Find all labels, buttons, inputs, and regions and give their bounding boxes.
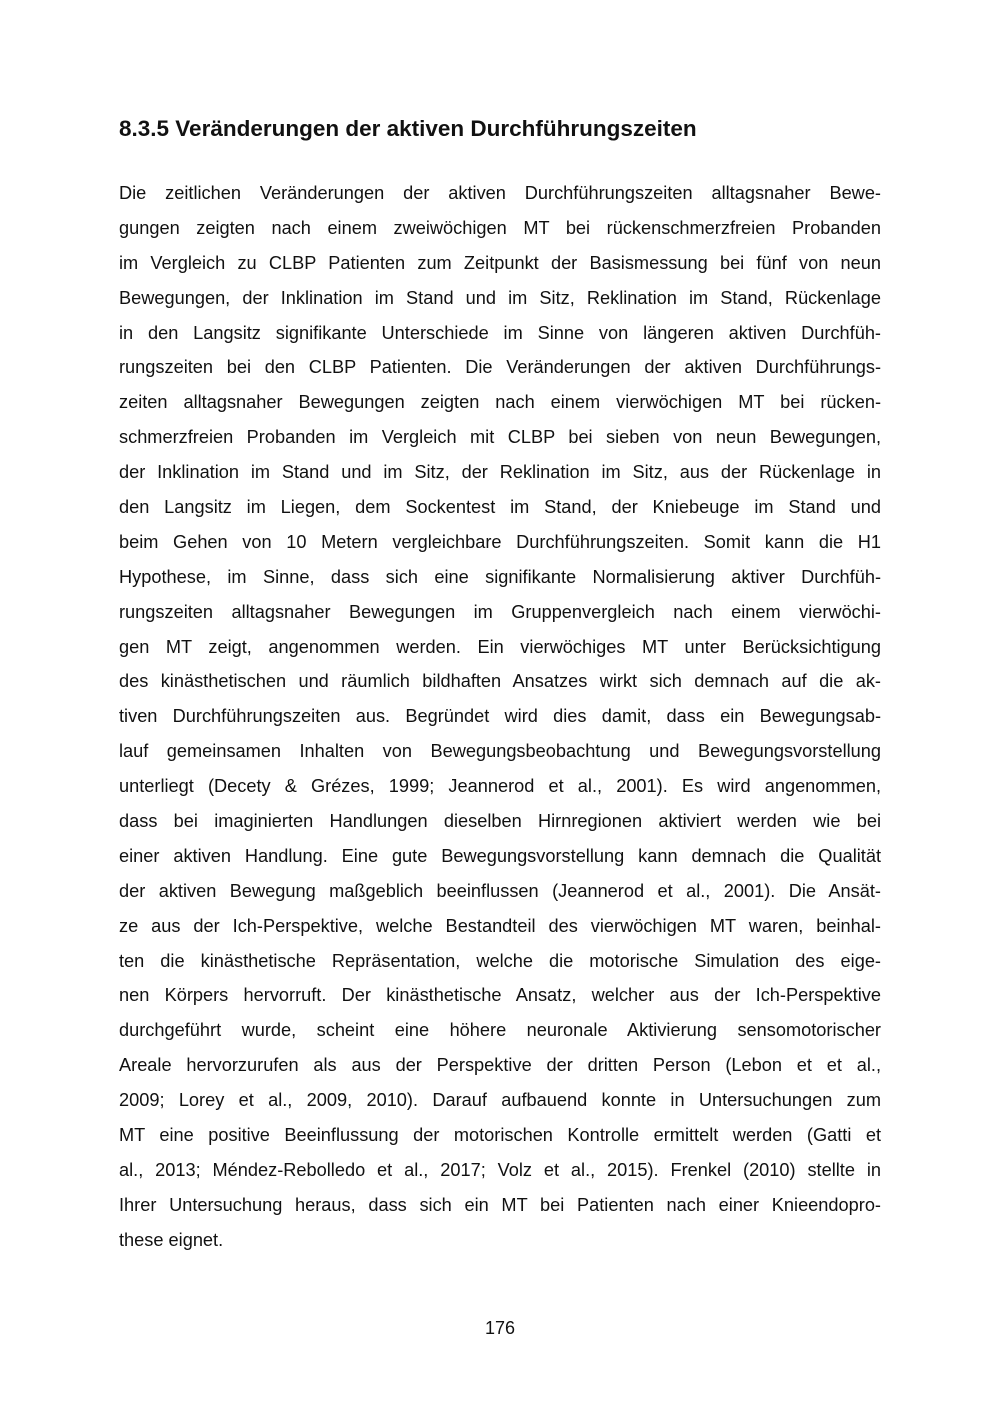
text-line: dass bei imaginierten Handlungen dieselben Hirnregionen aktiviert werden wie bei xyxy=(119,811,881,832)
text-line: tiven Durchführungszeiten aus. Begründet wird dies damit, dass ein Bewegungsab- xyxy=(119,706,881,727)
text-line: Die zeitlichen Veränderungen der aktiven Durchführungszeiten alltagsnaher Bewe- xyxy=(119,183,881,203)
text-line: lauf gemeinsamen Inhalten von Bewegungsbeobachtung und Bewegungsvorstellung xyxy=(119,741,881,762)
text-line: MT eine positive Beeinflussung der motorischen Kontrolle ermittelt werden (Gatti et xyxy=(119,1125,881,1146)
page-number: 176 xyxy=(484,1318,516,1338)
body-paragraph xyxy=(119,176,881,1258)
text-line: 2009; Lorey et al., 2009, 2010). Darauf aufbauend konnte in Untersuchungen zum xyxy=(119,1090,881,1111)
text-line: nen Körpers hervorruft. Der kinästhetische Ansatz, welcher aus der Ich-Perspektive xyxy=(119,985,881,1006)
text-line: unterliegt (Decety & Grézes, 1999; Jeannerod et al., 2001). Es wird angenommen, xyxy=(119,776,881,797)
text-line: im Vergleich zu CLBP Patienten zum Zeitpunkt der Basismessung bei fünf von neun xyxy=(119,252,881,273)
text-line: al., 2013; Méndez-Rebolledo et al., 2017; Volz et al., 2015). Frenkel (2010) stellte in xyxy=(119,1159,881,1180)
text-line: des kinästhetischen und räumlich bildhaften Ansatzes wirkt sich demnach auf die ak- xyxy=(119,671,881,692)
text-line: beim Gehen von 10 Metern vergleichbare Durchführungszeiten. Somit kann die H1 xyxy=(119,531,881,552)
text-line: rungszeiten alltagsnaher Bewegungen im Gruppenvergleich nach einem vierwöchi- xyxy=(119,601,881,622)
text-line: rungszeiten bei den CLBP Patienten. Die Veränderungen der aktiven Durchführungs- xyxy=(119,357,881,378)
text-line: in den Langsitz signifikante Unterschiede im Sinne von längeren aktiven Durchfüh- xyxy=(119,322,881,343)
text-line: Areale hervorzurufen als aus der Perspektive der dritten Person (Lebon et et al., xyxy=(119,1055,881,1076)
section-heading: 8.3.5 Veränderungen der aktiven Durchführungszeiten xyxy=(119,116,697,141)
text-line: Ihrer Untersuchung heraus, dass sich ein MT bei Patienten nach einer Knieendopro- xyxy=(119,1194,881,1215)
text-line: schmerzfreien Probanden im Vergleich mit CLBP bei sieben von neun Bewegungen, xyxy=(119,427,881,448)
text-line: einer aktiven Handlung. Eine gute Bewegungsvorstellung kann demnach die Qualität xyxy=(119,845,881,866)
text-line: Hypothese, im Sinne, dass sich eine signifikante Normalisierung aktiver Durchfüh- xyxy=(119,566,881,587)
text-line: these eignet. xyxy=(119,1229,224,1250)
text-line: durchgeführt wurde, scheint eine höhere neuronale Aktivierung sensomotorischer xyxy=(119,1020,881,1041)
text-line: der aktiven Bewegung maßgeblich beeinflussen (Jeannerod et al., 2001). Die Ansät- xyxy=(119,880,881,901)
text-line: der Inklination im Stand und im Sitz, der Reklination im Sitz, aus der Rückenlage in xyxy=(119,462,881,483)
text-line: Bewegungen, der Inklination im Stand und im Sitz, Reklination im Stand, Rückenlage xyxy=(119,287,881,308)
text-line: gen MT zeigt, angenommen werden. Ein vierwöchiges MT unter Berücksichtigung xyxy=(119,636,881,657)
text-line: gungen zeigten nach einem zweiwöchigen MT bei rückenschmerzfreien Probanden xyxy=(119,217,881,238)
text-line: den Langsitz im Liegen, dem Sockentest im Stand, der Kniebeuge im Stand und xyxy=(119,497,881,518)
text-line: ze aus der Ich-Perspektive, welche Bestandteil des vierwöchigen MT waren, beinhal- xyxy=(119,915,881,936)
text-line: zeiten alltagsnaher Bewegungen zeigten nach einem vierwöchigen MT bei rücken- xyxy=(119,392,881,413)
text-line: ten die kinästhetische Repräsentation, welche die motorische Simulation des eige- xyxy=(119,950,881,971)
